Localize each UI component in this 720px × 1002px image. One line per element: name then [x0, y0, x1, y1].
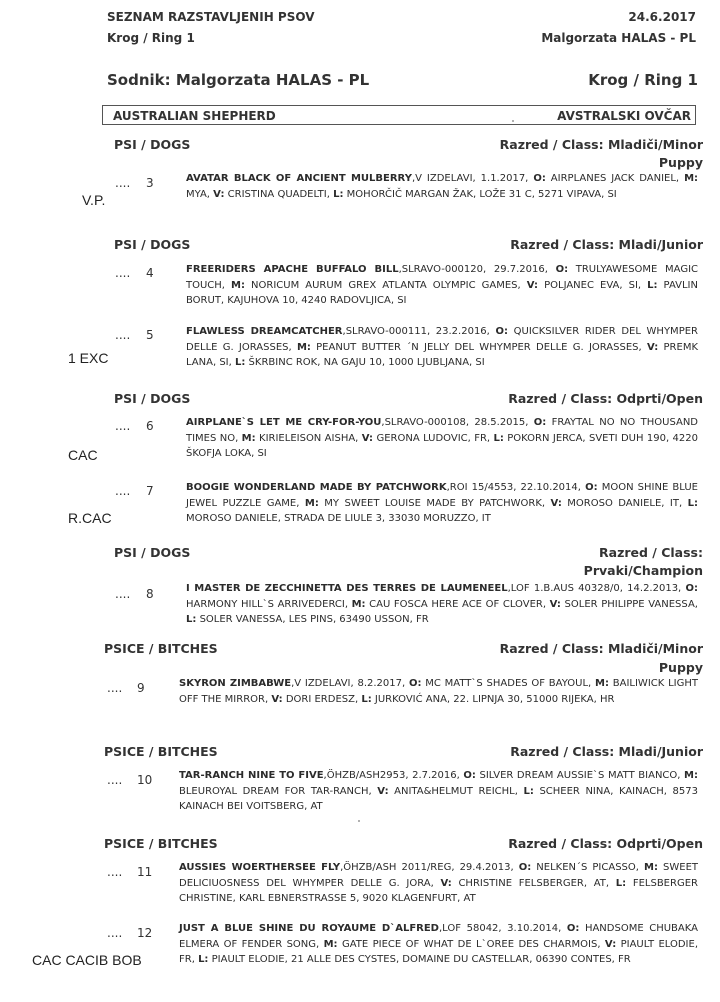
award-label: 1 EXC — [68, 350, 109, 366]
section-title: PSI / DOGS — [114, 545, 191, 560]
section-title: PSICE / BITCHES — [104, 836, 218, 851]
scan-speck — [358, 820, 360, 822]
entry-number: 4 — [146, 266, 154, 280]
entry-number: 3 — [146, 176, 154, 190]
entry-text: AVATAR BLACK OF ANCIENT MULBERRY,V IZDELAVI, 1.1.2017, O: AIRPLANES JACK DANIEL, M: MYA, V: CRISTINA QUADELTI, L: MOHORČIČ MARGAN ŽAK, LOŽE 31 C, 5271 VIPAVA, SI — [186, 173, 699, 200]
judge-ring: Krog / Ring 1 — [588, 71, 698, 89]
entry-number: 12 — [137, 926, 153, 940]
dog-name: TAR-RANCH NINE TO FIVE — [179, 770, 324, 781]
section-class-line2: Puppy — [658, 155, 703, 170]
entry-text: AUSSIES WOERTHERSEE FLY,ÖHZB/ASH 2011/REG, 29.4.2013, O: NELKEN´S PICASSO, M: SWEET DELICIUOSNESS DEL WHYMPER DELLE G. JORA, V: CHRISTINE FELSBERGER, AT, L: FELSBERGER CHRISTINE, KARL EBNERSTRASSE 5, 9020 KLAGENFURT, AT — [179, 862, 699, 904]
entry-dots: .... — [107, 926, 123, 940]
section-class-line2: Puppy — [658, 660, 703, 675]
dog-name: SKYRON ZIMBABWE — [179, 678, 292, 689]
entry-number: 10 — [137, 773, 153, 787]
dog-name: FLAWLESS DREAMCATCHER — [186, 326, 343, 337]
dog-name: I MASTER DE ZECCHINETTA DES TERRES DE LAUMENEEL — [186, 583, 508, 594]
entry-number: 11 — [137, 865, 153, 879]
entry-dots: .... — [107, 865, 123, 879]
breed-slovene: AVSTRALSKI OVČAR — [557, 109, 691, 123]
section-class: Razred / Class: Mladi/Junior — [510, 237, 703, 252]
entry-dots: .... — [115, 266, 131, 280]
dog-name: AVATAR BLACK OF ANCIENT MULBERRY — [186, 173, 412, 184]
entry-number: 5 — [146, 328, 154, 342]
section-class: Razred / Class: Odprti/Open — [508, 391, 703, 406]
judge-label: Sodnik: Malgorzata HALAS - PL — [107, 71, 370, 89]
dog-name: BOOGIE WONDERLAND MADE BY PATCHWORK — [186, 482, 447, 493]
header-judge: Malgorzata HALAS - PL — [541, 31, 696, 45]
entry-number: 6 — [146, 419, 154, 433]
award-label: V.P. — [82, 192, 106, 208]
list-title: SEZNAM RAZSTAVLJENIH PSOV — [107, 10, 315, 24]
entry-number: 8 — [146, 587, 154, 601]
entry-dots: .... — [115, 328, 131, 342]
entry-text: I MASTER DE ZECCHINETTA DES TERRES DE LAUMENEEL,LOF 1.B.AUS 40328/0, 14.2.2013, O: HARMONY HILL`S ARRIVEDERCI, M: CAU FOSCA HERE ACE OF CLOVER, V: SOLER PHILIPPE VANESSA, L: SOLER VANESSA, LES PINS, 63490 USSON, FR — [186, 583, 698, 625]
dog-name: JUST A BLUE SHINE DU ROYAUME D`ALFRED — [179, 923, 439, 934]
entry-dots: .... — [115, 419, 131, 433]
section-title: PSI / DOGS — [114, 137, 191, 152]
entry-dots: .... — [115, 484, 131, 498]
section-class: Razred / Class: Mladiči/Minor — [499, 137, 703, 152]
section-class: Razred / Class: — [599, 545, 703, 560]
dog-name: AIRPLANE`S LET ME CRY-FOR-YOU — [186, 417, 382, 428]
entry-text: AIRPLANE`S LET ME CRY-FOR-YOU,SLRAVO-000108, 28.5.2015, O: FRAYTAL NO NO THOUSAND TIMES NO, M: KIRIELEISON AISHA, V: GERONA LUDOVIC, FR, L: POKORN JERCA, SVETI DUH 190, 4220 ŠKOFJA LOKA, SI — [186, 417, 698, 459]
dog-name: FREERIDERS APACHE BUFFALO BILL — [186, 264, 399, 275]
entry-number: 9 — [137, 681, 145, 695]
entry-text: JUST A BLUE SHINE DU ROYAUME D`ALFRED,LOF 58042, 3.10.2014, O: HANDSOME CHUBAKA ELMERA OF FENDER SONG, M: GATE PIECE OF WHAT DE L`OREE DES CHARMOIS, V: PIAULT ELODIE, FR, L: PIAULT ELODIE, 21 ALLE DES CYSTES, DOMAINE DU CASTELLAR, 06390 CONTES, FR — [179, 923, 699, 965]
list-date: 24.6.2017 — [628, 10, 696, 24]
entry-text: FLAWLESS DREAMCATCHER,SLRAVO-000111, 23.2.2016, O: QUICKSILVER RIDER DEL WHYMPER DELLE G. JORASSES, M: PEANUT BUTTER ´N JELLY DEL WHYMPER DELLE G. JORASSES, V: PREMK LANA, SI, L: ŠKRBINC ROK, NA GAJU 10, 1000 LJUBLJANA, SI — [186, 326, 698, 368]
section-title: PSICE / BITCHES — [104, 744, 218, 759]
entry-number: 7 — [146, 484, 154, 498]
section-title: PSI / DOGS — [114, 391, 191, 406]
entry-dots: .... — [107, 773, 123, 787]
award-label: CAC CACIB BOB — [32, 952, 142, 968]
award-label: CAC — [68, 447, 98, 463]
section-class: Razred / Class: Mladiči/Minor — [499, 641, 703, 656]
award-label: R.CAC — [68, 510, 112, 526]
entry-text: SKYRON ZIMBABWE,V IZDELAVI, 8.2.2017, O: MC MATT`S SHADES OF BAYOUL, M: BAILIWICK LIGHT OFF THE MIRROR, V: DORI ERDESZ, L: JURKOVIĆ ANA, 22. LIPNJA 30, 51000 RIJEKA, HR — [179, 678, 698, 705]
entry-text: FREERIDERS APACHE BUFFALO BILL,SLRAVO-000120, 29.7.2016, O: TRULYAWESOME MAGIC TOUCH, M: NORICUM AURUM GREX ATLANTA OLYMPIC GAMES, V: POLJANEC EVA, SI, L: PAVLIN BORUT, KAJUHOVA 10, 4240 RADOVLJICA, SI — [186, 264, 698, 306]
section-title: PSI / DOGS — [114, 237, 191, 252]
dog-name: AUSSIES WOERTHERSEE FLY — [179, 862, 341, 873]
section-class: Razred / Class: Mladi/Junior — [510, 744, 703, 759]
header-ring: Krog / Ring 1 — [107, 31, 195, 45]
entry-dots: .... — [115, 176, 131, 190]
breed-english: AUSTRALIAN SHEPHERD — [113, 109, 276, 123]
section-class: Razred / Class: Odprti/Open — [508, 836, 703, 851]
section-class-line2: Prvaki/Champion — [583, 563, 703, 578]
entry-text: BOOGIE WONDERLAND MADE BY PATCHWORK,ROI 15/4553, 22.10.2014, O: MOON SHINE BLUE JEWEL PUZZLE GAME, M: MY SWEET LOUISE MADE BY PATCHWORK, V: MOROSO DANIELE, IT, L: MOROSO DANIELE, STRADA DE LIULE 3, 33030 MORUZZO, IT — [186, 482, 698, 524]
scan-speck — [512, 120, 514, 122]
breed-box — [102, 105, 696, 125]
entry-dots: .... — [107, 681, 123, 695]
entry-dots: .... — [115, 587, 131, 601]
entry-text: TAR-RANCH NINE TO FIVE,ÖHZB/ASH2953, 2.7.2016, O: SILVER DREAM AUSSIE`S MATT BIANCO, M: BLEUROYAL DREAM FOR TAR-RANCH, V: ANITA&HELMUT REICHL, L: SCHEER NINA, KAINACH, 8573 KAINACH BEI VOITSBERG, AT — [179, 770, 698, 812]
section-title: PSICE / BITCHES — [104, 641, 218, 656]
